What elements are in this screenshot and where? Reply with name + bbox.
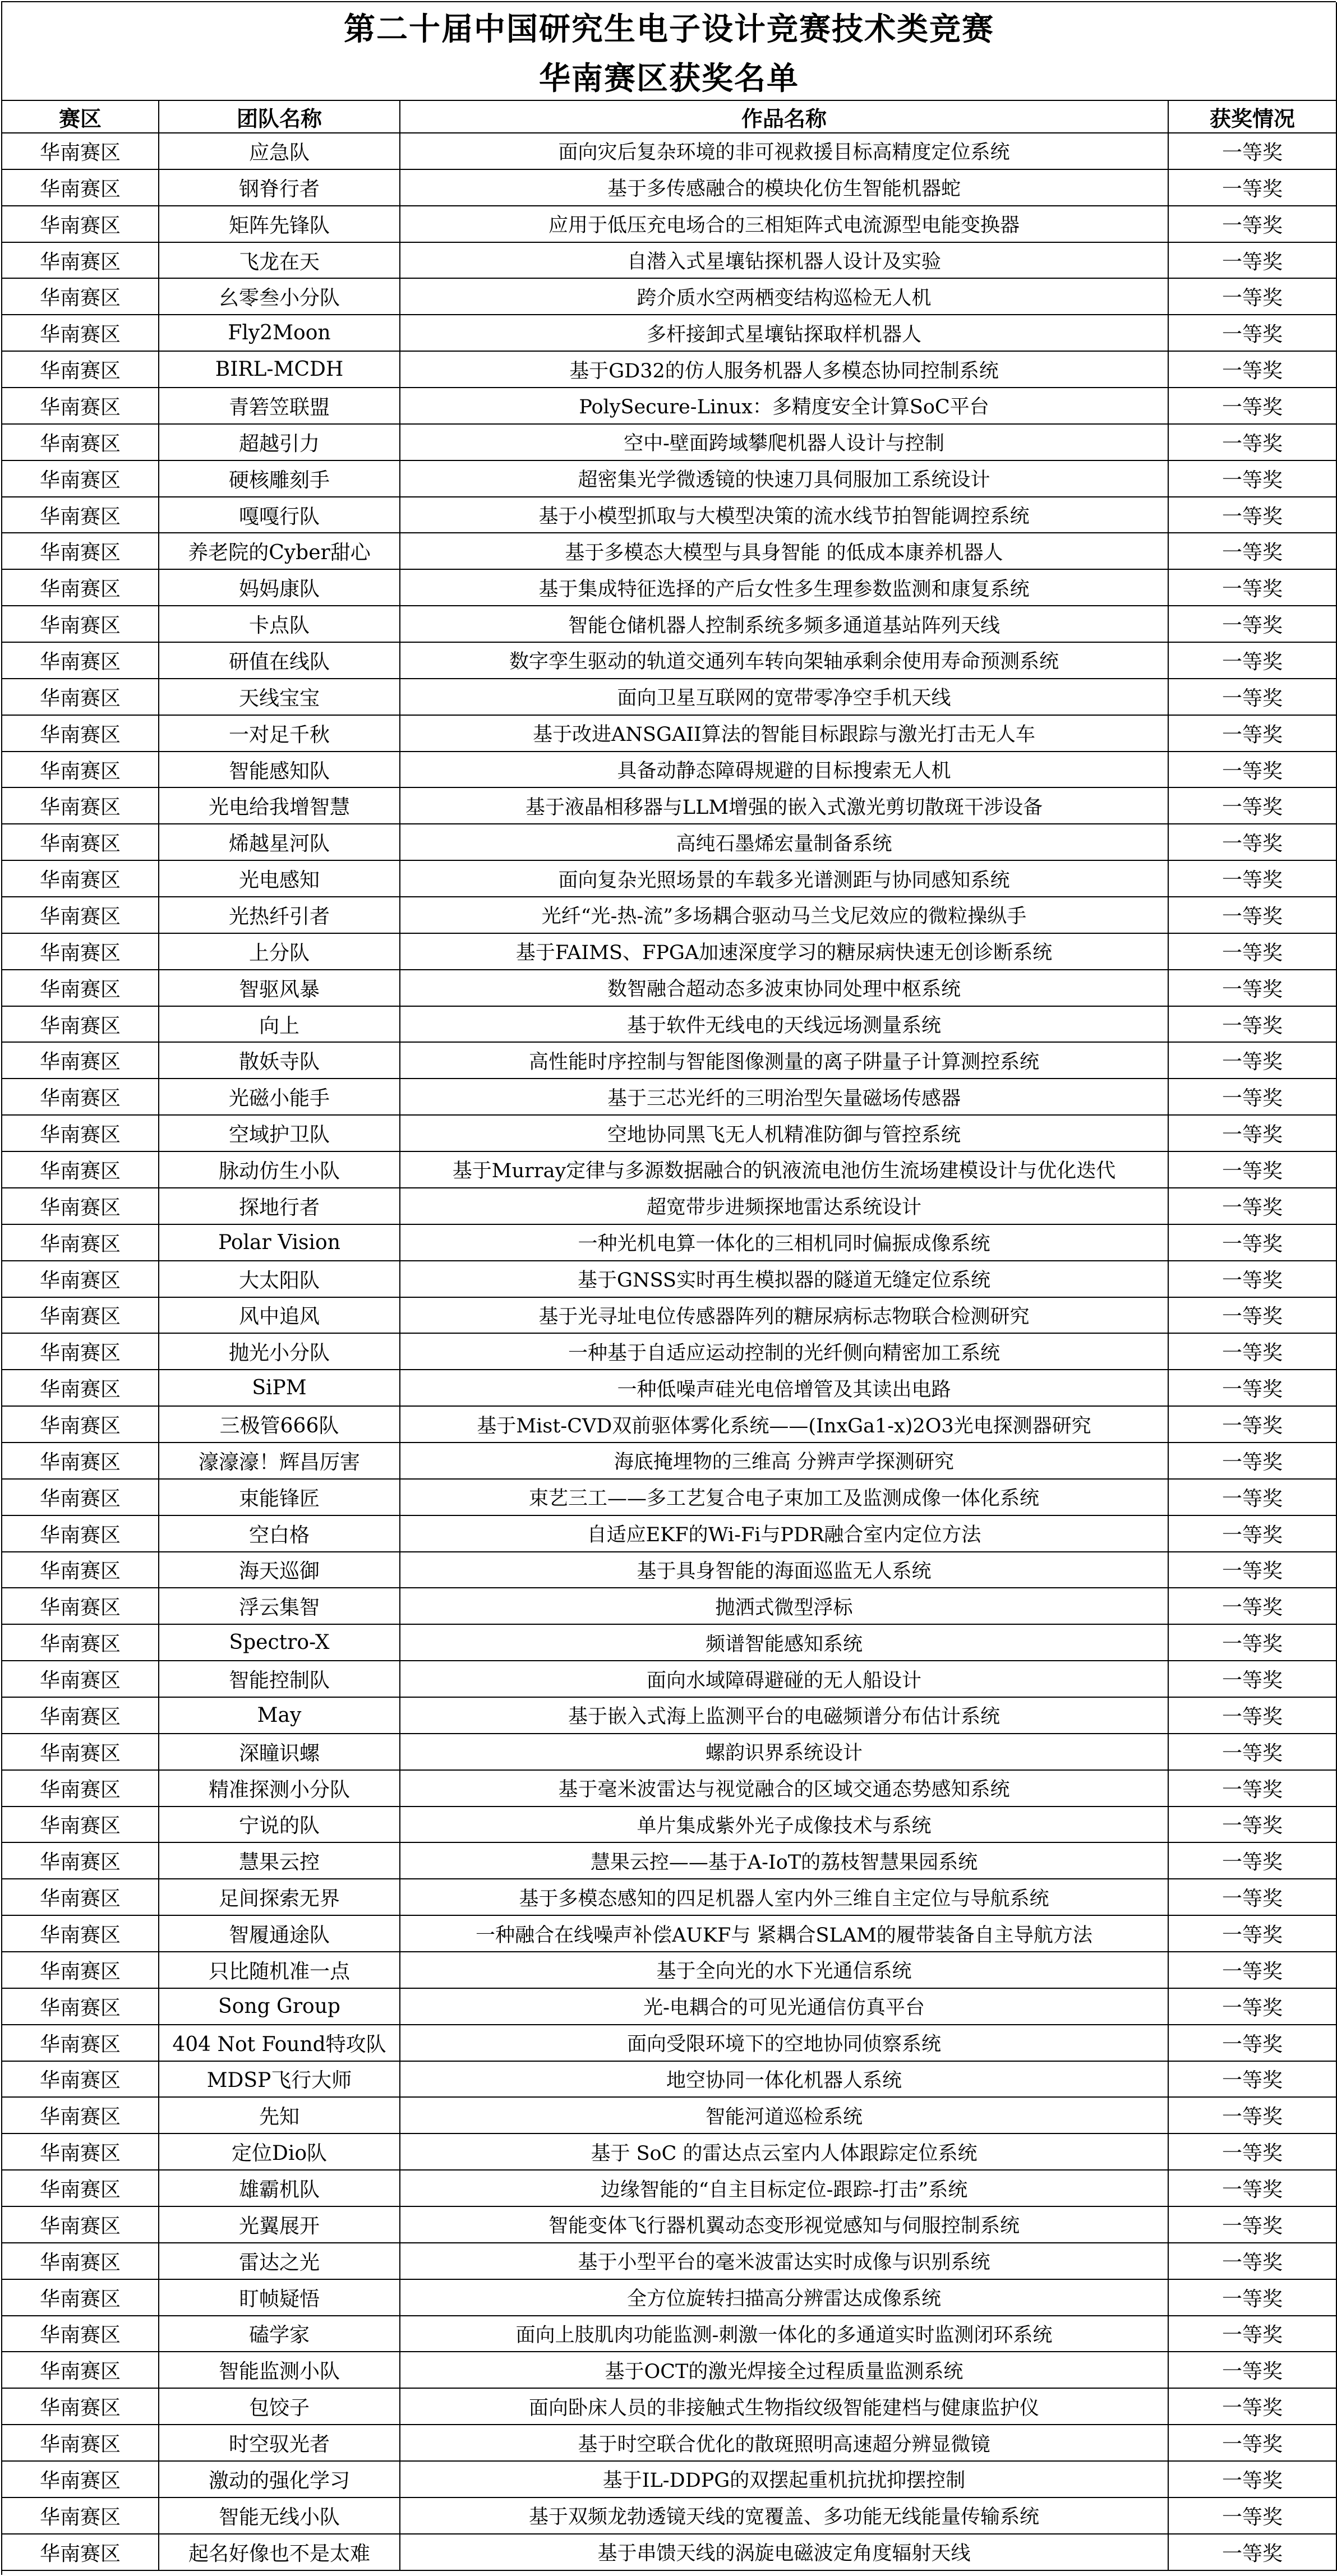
- work-title-cell: 空地协同黑飞无人机精准防御与管控系统: [400, 1116, 1169, 1152]
- award-cell: 一等奖: [1169, 752, 1337, 789]
- team-name-cell: 抛光小分队: [159, 1334, 400, 1370]
- team-name-cell: 光电感知: [159, 861, 400, 897]
- region-cell: 华南赛区: [2, 1225, 159, 1261]
- region-cell: 华南赛区: [2, 788, 159, 824]
- work-title-cell: 面向卧床人员的非接触式生物指纹级智能建档与健康监护仪: [400, 2389, 1169, 2425]
- work-title-cell: 数智融合超动态多波束协同处理中枢系统: [400, 970, 1169, 1007]
- work-title-cell: 高纯石墨烯宏量制备系统: [400, 824, 1169, 861]
- region-cell: 华南赛区: [2, 2243, 159, 2280]
- work-title-cell: 全方位旋转扫描高分辨雷达成像系统: [400, 2280, 1169, 2316]
- region-cell: 华南赛区: [2, 2316, 159, 2353]
- award-cell: 一等奖: [1169, 497, 1337, 534]
- award-cell: 一等奖: [1169, 2425, 1337, 2462]
- work-title-cell: 基于多传感融合的模块化仿生智能机器蛇: [400, 170, 1169, 206]
- region-cell: 华南赛区: [2, 1588, 159, 1625]
- page-title: 第二十届中国研究生电子设计竞赛技术类竞赛: [2, 2, 1337, 52]
- work-title-cell: 一种融合在线噪声补偿AUKF与 紧耦合SLAM的履带装备自主导航方法: [400, 1916, 1169, 1952]
- work-title-cell: 螺韵识界系统设计: [400, 1734, 1169, 1771]
- region-cell: 华南赛区: [2, 1298, 159, 1334]
- award-cell: 一等奖: [1169, 170, 1337, 206]
- work-title-cell: 跨介质水空两栖变结构巡检无人机: [400, 279, 1169, 315]
- team-name-cell: 束能锋匠: [159, 1480, 400, 1516]
- region-cell: 华南赛区: [2, 2025, 159, 2062]
- team-name-cell: 幺零叁小分队: [159, 279, 400, 315]
- team-name-cell: 硬核雕刻手: [159, 461, 400, 497]
- award-cell: 一等奖: [1169, 1698, 1337, 1734]
- region-cell: 华南赛区: [2, 1480, 159, 1516]
- team-name-cell: 探地行者: [159, 1188, 400, 1225]
- team-name-cell: 时空驭光者: [159, 2425, 400, 2462]
- region-cell: 华南赛区: [2, 1989, 159, 2025]
- region-cell: 华南赛区: [2, 425, 159, 461]
- region-cell: 华南赛区: [2, 1771, 159, 1807]
- award-table: [1, 1, 1336, 2575]
- team-name-cell: 光磁小能手: [159, 1079, 400, 1116]
- work-title-cell: 面向上肢肌肉功能监测-刺激一体化的多通道实时监测闭环系统: [400, 2316, 1169, 2353]
- award-cell: 一等奖: [1169, 1298, 1337, 1334]
- award-cell: 一等奖: [1169, 425, 1337, 461]
- team-name-cell: Spectro-X: [159, 1625, 400, 1661]
- award-cell: 一等奖: [1169, 1588, 1337, 1625]
- team-name-cell: 研值在线队: [159, 643, 400, 679]
- work-title-cell: 一种光机电算一体化的三相机同时偏振成像系统: [400, 1225, 1169, 1261]
- team-name-cell: 智履通途队: [159, 1916, 400, 1952]
- region-cell: 华南赛区: [2, 861, 159, 897]
- team-name-cell: 包饺子: [159, 2389, 400, 2425]
- work-title-cell: 空中-壁面跨域攀爬机器人设计与控制: [400, 425, 1169, 461]
- work-title-cell: 基于GD32的仿人服务机器人多模态协同控制系统: [400, 352, 1169, 388]
- team-name-cell: 浮云集智: [159, 1588, 400, 1625]
- team-name-cell: 定位Dio队: [159, 2134, 400, 2171]
- work-title-cell: 面向水域障碍避碰的无人船设计: [400, 1661, 1169, 1698]
- column-header-work: 作品名称: [400, 101, 1169, 133]
- region-cell: 华南赛区: [2, 243, 159, 279]
- team-name-cell: 404 Not Found特攻队: [159, 2025, 400, 2062]
- work-title-cell: 自潜入式星壤钻探机器人设计及实验: [400, 243, 1169, 279]
- team-name-cell: 光热纤引者: [159, 897, 400, 934]
- work-title-cell: 单片集成紫外光子成像技术与系统: [400, 1807, 1169, 1844]
- award-cell: 一等奖: [1169, 315, 1337, 352]
- work-title-cell: 边缘智能的“自主目标定位-跟踪-打击”系统: [400, 2171, 1169, 2207]
- award-cell: 一等奖: [1169, 279, 1337, 315]
- work-title-cell: 基于集成特征选择的产后女性多生理参数监测和康复系统: [400, 570, 1169, 606]
- region-cell: 华南赛区: [2, 1116, 159, 1152]
- region-cell: 华南赛区: [2, 461, 159, 497]
- award-cell: 一等奖: [1169, 1043, 1337, 1079]
- work-title-cell: 一种低噪声硅光电倍增管及其读出电路: [400, 1370, 1169, 1407]
- team-name-cell: 盯帧疑悟: [159, 2280, 400, 2316]
- award-cell: 一等奖: [1169, 1843, 1337, 1879]
- award-cell: 一等奖: [1169, 461, 1337, 497]
- award-cell: 一等奖: [1169, 679, 1337, 716]
- work-title-cell: 基于 SoC 的雷达点云室内人体跟踪定位系统: [400, 2134, 1169, 2171]
- team-name-cell: 足间探索无界: [159, 1879, 400, 1916]
- region-cell: 华南赛区: [2, 133, 159, 170]
- award-cell: 一等奖: [1169, 1989, 1337, 2025]
- region-cell: 华南赛区: [2, 1843, 159, 1879]
- award-cell: 一等奖: [1169, 643, 1337, 679]
- team-name-cell: 应急队: [159, 133, 400, 170]
- work-title-cell: 基于具身智能的海面巡监无人系统: [400, 1552, 1169, 1589]
- award-cell: 一等奖: [1169, 2207, 1337, 2243]
- work-title-cell: 多杆接卸式星壤钻探取样机器人: [400, 315, 1169, 352]
- team-name-cell: 矩阵先锋队: [159, 206, 400, 243]
- team-name-cell: Polar Vision: [159, 1225, 400, 1261]
- team-name-cell: SiPM: [159, 1370, 400, 1407]
- column-header-award: 获奖情况: [1169, 101, 1337, 133]
- team-name-cell: 卡点队: [159, 606, 400, 643]
- award-cell: 一等奖: [1169, 243, 1337, 279]
- team-name-cell: 深瞳识螺: [159, 1734, 400, 1771]
- region-cell: 华南赛区: [2, 934, 159, 970]
- team-name-cell: MDSP飞行大师: [159, 2062, 400, 2098]
- award-cell: 一等奖: [1169, 897, 1337, 934]
- work-title-cell: 自适应EKF的Wi-Fi与PDR融合室内定位方法: [400, 1516, 1169, 1552]
- region-cell: 华南赛区: [2, 2134, 159, 2171]
- region-cell: 华南赛区: [2, 1552, 159, 1589]
- work-title-cell: 基于全向光的水下光通信系统: [400, 1952, 1169, 1989]
- region-cell: 华南赛区: [2, 1007, 159, 1043]
- team-name-cell: 上分队: [159, 934, 400, 970]
- work-title-cell: 基于OCT的激光焊接全过程质量监测系统: [400, 2352, 1169, 2389]
- region-cell: 华南赛区: [2, 1443, 159, 1480]
- work-title-cell: 基于三芯光纤的三明治型矢量磁场传感器: [400, 1079, 1169, 1116]
- team-name-cell: Fly2Moon: [159, 315, 400, 352]
- award-cell: 一等奖: [1169, 861, 1337, 897]
- team-name-cell: 一对足千秋: [159, 716, 400, 752]
- award-cell: 一等奖: [1169, 2171, 1337, 2207]
- award-cell: 一等奖: [1169, 1152, 1337, 1188]
- region-cell: 华南赛区: [2, 716, 159, 752]
- region-cell: 华南赛区: [2, 2171, 159, 2207]
- team-name-cell: 脉动仿生小队: [159, 1152, 400, 1188]
- team-name-cell: 养老院的Cyber甜心: [159, 533, 400, 570]
- region-cell: 华南赛区: [2, 970, 159, 1007]
- work-title-cell: 束艺三工——多工艺复合电子束加工及监测成像一体化系统: [400, 1480, 1169, 1516]
- work-title-cell: 基于小模型抓取与大模型决策的流水线节拍智能调控系统: [400, 497, 1169, 534]
- region-cell: 华南赛区: [2, 643, 159, 679]
- team-name-cell: 磕学家: [159, 2316, 400, 2353]
- work-title-cell: 基于软件无线电的天线远场测量系统: [400, 1007, 1169, 1043]
- award-cell: 一等奖: [1169, 1334, 1337, 1370]
- award-cell: 一等奖: [1169, 1370, 1337, 1407]
- team-name-cell: 濠濠濠！辉昌厉害: [159, 1443, 400, 1480]
- region-cell: 华南赛区: [2, 1079, 159, 1116]
- work-title-cell: 数字孪生驱动的轨道交通列车转向架轴承剩余使用寿命预测系统: [400, 643, 1169, 679]
- award-cell: 一等奖: [1169, 788, 1337, 824]
- award-cell: 一等奖: [1169, 1079, 1337, 1116]
- award-cell: 一等奖: [1169, 2098, 1337, 2134]
- work-title-cell: 基于光寻址电位传感器阵列的糖尿病标志物联合检测研究: [400, 1298, 1169, 1334]
- award-cell: 一等奖: [1169, 1552, 1337, 1589]
- work-title-cell: 具备动静态障碍规避的目标搜索无人机: [400, 752, 1169, 789]
- region-cell: 华南赛区: [2, 497, 159, 534]
- region-cell: 华南赛区: [2, 1952, 159, 1989]
- region-cell: 华南赛区: [2, 2425, 159, 2462]
- team-name-cell: 飞龙在天: [159, 243, 400, 279]
- region-cell: 华南赛区: [2, 570, 159, 606]
- work-title-cell: 基于串馈天线的涡旋电磁波定角度辐射天线: [400, 2534, 1169, 2571]
- region-cell: 华南赛区: [2, 388, 159, 425]
- region-cell: 华南赛区: [2, 206, 159, 243]
- work-title-cell: 一种基于自适应运动控制的光纤侧向精密加工系统: [400, 1334, 1169, 1370]
- award-cell: 一等奖: [1169, 824, 1337, 861]
- work-title-cell: 基于液晶相移器与LLM增强的嵌入式激光剪切散斑干涉设备: [400, 788, 1169, 824]
- work-title-cell: 光纤“光-热-流”多场耦合驱动马兰戈尼效应的微粒操纵手: [400, 897, 1169, 934]
- work-title-cell: 基于多模态大模型与具身智能 的低成本康养机器人: [400, 533, 1169, 570]
- award-cell: 一等奖: [1169, 1188, 1337, 1225]
- work-title-cell: 智能仓储机器人控制系统多频多通道基站阵列天线: [400, 606, 1169, 643]
- team-name-cell: 智能监测小队: [159, 2352, 400, 2389]
- region-cell: 华南赛区: [2, 1334, 159, 1370]
- award-cell: 一等奖: [1169, 606, 1337, 643]
- work-title-cell: 基于Mist-CVD双前驱体雾化系统——(InxGa1-x)2O3光电探测器研究: [400, 1407, 1169, 1443]
- award-cell: 一等奖: [1169, 2534, 1337, 2571]
- award-cell: 一等奖: [1169, 133, 1337, 170]
- work-title-cell: 基于改进ANSGAII算法的智能目标跟踪与激光打击无人车: [400, 716, 1169, 752]
- region-cell: 华南赛区: [2, 1698, 159, 1734]
- award-cell: 一等奖: [1169, 1734, 1337, 1771]
- work-title-cell: 高性能时序控制与智能图像测量的离子阱量子计算测控系统: [400, 1043, 1169, 1079]
- award-cell: 一等奖: [1169, 1625, 1337, 1661]
- region-cell: 华南赛区: [2, 2207, 159, 2243]
- region-cell: 华南赛区: [2, 1407, 159, 1443]
- region-cell: 华南赛区: [2, 2098, 159, 2134]
- work-title-cell: 基于双频龙勃透镜天线的宽覆盖、多功能无线能量传输系统: [400, 2498, 1169, 2534]
- award-cell: 一等奖: [1169, 2025, 1337, 2062]
- work-title-cell: 超密集光学微透镜的快速刀具伺服加工系统设计: [400, 461, 1169, 497]
- region-cell: 华南赛区: [2, 679, 159, 716]
- team-name-cell: 雷达之光: [159, 2243, 400, 2280]
- work-title-cell: 基于嵌入式海上监测平台的电磁频谱分布估计系统: [400, 1698, 1169, 1734]
- team-name-cell: 起名好像也不是太难: [159, 2534, 400, 2571]
- team-name-cell: 光翼展开: [159, 2207, 400, 2243]
- team-name-cell: 智能控制队: [159, 1661, 400, 1698]
- region-cell: 华南赛区: [2, 1152, 159, 1188]
- work-title-cell: 面向灾后复杂环境的非可视救援目标高精度定位系统: [400, 133, 1169, 170]
- region-cell: 华南赛区: [2, 2280, 159, 2316]
- award-cell: 一等奖: [1169, 2498, 1337, 2534]
- region-cell: 华南赛区: [2, 824, 159, 861]
- award-cell: 一等奖: [1169, 934, 1337, 970]
- team-name-cell: 智驱风暴: [159, 970, 400, 1007]
- award-cell: 一等奖: [1169, 2280, 1337, 2316]
- team-name-cell: 宁说的队: [159, 1807, 400, 1844]
- team-name-cell: 空域护卫队: [159, 1116, 400, 1152]
- award-cell: 一等奖: [1169, 2062, 1337, 2098]
- region-cell: 华南赛区: [2, 1625, 159, 1661]
- team-name-cell: 精准探测小分队: [159, 1771, 400, 1807]
- team-name-cell: 向上: [159, 1007, 400, 1043]
- award-cell: 一等奖: [1169, 1116, 1337, 1152]
- region-cell: 华南赛区: [2, 1661, 159, 1698]
- region-cell: 华南赛区: [2, 1043, 159, 1079]
- award-cell: 一等奖: [1169, 388, 1337, 425]
- work-title-cell: 基于GNSS实时再生模拟器的隧道无缝定位系统: [400, 1261, 1169, 1298]
- region-cell: 华南赛区: [2, 2534, 159, 2571]
- region-cell: 华南赛区: [2, 533, 159, 570]
- award-cell: 一等奖: [1169, 1407, 1337, 1443]
- award-cell: 一等奖: [1169, 1007, 1337, 1043]
- award-cell: 一等奖: [1169, 1771, 1337, 1807]
- work-title-cell: 基于IL-DDPG的双摆起重机抗扰抑摆控制: [400, 2462, 1169, 2498]
- region-cell: 华南赛区: [2, 1188, 159, 1225]
- region-cell: 华南赛区: [2, 315, 159, 352]
- award-cell: 一等奖: [1169, 2389, 1337, 2425]
- work-title-cell: 基于多模态感知的四足机器人室内外三维自主定位与导航系统: [400, 1879, 1169, 1916]
- award-cell: 一等奖: [1169, 2462, 1337, 2498]
- team-name-cell: 风中追风: [159, 1298, 400, 1334]
- award-cell: 一等奖: [1169, 570, 1337, 606]
- award-cell: 一等奖: [1169, 2243, 1337, 2280]
- award-cell: 一等奖: [1169, 1661, 1337, 1698]
- team-name-cell: 雄霸机队: [159, 2171, 400, 2207]
- column-header-team: 团队名称: [159, 101, 400, 133]
- work-title-cell: 基于时空联合优化的散斑照明高速超分辨显微镜: [400, 2425, 1169, 2462]
- team-name-cell: BIRL-MCDH: [159, 352, 400, 388]
- team-name-cell: 超越引力: [159, 425, 400, 461]
- team-name-cell: 光电给我增智慧: [159, 788, 400, 824]
- team-name-cell: 智能无线小队: [159, 2498, 400, 2534]
- region-cell: 华南赛区: [2, 279, 159, 315]
- team-name-cell: 妈妈康队: [159, 570, 400, 606]
- team-name-cell: 钢脊行者: [159, 170, 400, 206]
- work-title-cell: 基于毫米波雷达与视觉融合的区域交通态势感知系统: [400, 1771, 1169, 1807]
- work-title-cell: 智能变体飞行器机翼动态变形视觉感知与伺服控制系统: [400, 2207, 1169, 2243]
- work-title-cell: 地空协同一体化机器人系统: [400, 2062, 1169, 2098]
- team-name-cell: 嘎嘎行队: [159, 497, 400, 534]
- region-cell: 华南赛区: [2, 2062, 159, 2098]
- work-title-cell: 超宽带步进频探地雷达系统设计: [400, 1188, 1169, 1225]
- team-name-cell: 烯越星河队: [159, 824, 400, 861]
- region-cell: 华南赛区: [2, 1807, 159, 1844]
- award-cell: 一等奖: [1169, 533, 1337, 570]
- award-cell: 一等奖: [1169, 2352, 1337, 2389]
- column-header-region: 赛区: [2, 101, 159, 133]
- page-subtitle: 华南赛区获奖名单: [2, 52, 1337, 101]
- award-cell: 一等奖: [1169, 352, 1337, 388]
- team-name-cell: 散妖寺队: [159, 1043, 400, 1079]
- team-name-cell: 天线宝宝: [159, 679, 400, 716]
- team-name-cell: 只比随机准一点: [159, 1952, 400, 1989]
- award-cell: 一等奖: [1169, 1480, 1337, 1516]
- team-name-cell: 激动的强化学习: [159, 2462, 400, 2498]
- region-cell: 华南赛区: [2, 752, 159, 789]
- award-cell: 一等奖: [1169, 1879, 1337, 1916]
- award-cell: 一等奖: [1169, 206, 1337, 243]
- award-cell: 一等奖: [1169, 970, 1337, 1007]
- region-cell: 华南赛区: [2, 2498, 159, 2534]
- work-title-cell: 抛洒式微型浮标: [400, 1588, 1169, 1625]
- region-cell: 华南赛区: [2, 1370, 159, 1407]
- work-title-cell: 基于小型平台的毫米波雷达实时成像与识别系统: [400, 2243, 1169, 2280]
- work-title-cell: PolySecure-Linux：多精度安全计算SoC平台: [400, 388, 1169, 425]
- work-title-cell: 光-电耦合的可见光通信仿真平台: [400, 1989, 1169, 2025]
- award-cell: 一等奖: [1169, 1261, 1337, 1298]
- region-cell: 华南赛区: [2, 352, 159, 388]
- region-cell: 华南赛区: [2, 2352, 159, 2389]
- team-name-cell: 智能感知队: [159, 752, 400, 789]
- work-title-cell: 智能河道巡检系统: [400, 2098, 1169, 2134]
- award-cell: 一等奖: [1169, 1952, 1337, 1989]
- team-name-cell: 慧果云控: [159, 1843, 400, 1879]
- region-cell: 华南赛区: [2, 1516, 159, 1552]
- award-cell: 一等奖: [1169, 1916, 1337, 1952]
- award-cell: 一等奖: [1169, 1225, 1337, 1261]
- region-cell: 华南赛区: [2, 606, 159, 643]
- work-title-cell: 面向受限环境下的空地协同侦察系统: [400, 2025, 1169, 2062]
- region-cell: 华南赛区: [2, 2389, 159, 2425]
- work-title-cell: 面向卫星互联网的宽带零净空手机天线: [400, 679, 1169, 716]
- region-cell: 华南赛区: [2, 1734, 159, 1771]
- team-name-cell: 大太阳队: [159, 1261, 400, 1298]
- work-title-cell: 基于Murray定律与多源数据融合的钒液流电池仿生流场建模设计与优化迭代: [400, 1152, 1169, 1188]
- award-cell: 一等奖: [1169, 716, 1337, 752]
- award-cell: 一等奖: [1169, 1516, 1337, 1552]
- work-title-cell: 频谱智能感知系统: [400, 1625, 1169, 1661]
- award-cell: 一等奖: [1169, 2134, 1337, 2171]
- region-cell: 华南赛区: [2, 2462, 159, 2498]
- region-cell: 华南赛区: [2, 170, 159, 206]
- team-name-cell: Song Group: [159, 1989, 400, 2025]
- work-title-cell: 慧果云控——基于A-IoT的荔枝智慧果园系统: [400, 1843, 1169, 1879]
- award-cell: 一等奖: [1169, 1443, 1337, 1480]
- region-cell: 华南赛区: [2, 1261, 159, 1298]
- award-cell: 一等奖: [1169, 1807, 1337, 1844]
- team-name-cell: 先知: [159, 2098, 400, 2134]
- region-cell: 华南赛区: [2, 1879, 159, 1916]
- work-title-cell: 应用于低压充电场合的三相矩阵式电流源型电能变换器: [400, 206, 1169, 243]
- team-name-cell: May: [159, 1698, 400, 1734]
- work-title-cell: 面向复杂光照场景的车载多光谱测距与协同感知系统: [400, 861, 1169, 897]
- region-cell: 华南赛区: [2, 897, 159, 934]
- award-cell: 一等奖: [1169, 2316, 1337, 2353]
- region-cell: 华南赛区: [2, 1916, 159, 1952]
- team-name-cell: 三极管666队: [159, 1407, 400, 1443]
- work-title-cell: 基于FAIMS、FPGA加速深度学习的糖尿病快速无创诊断系统: [400, 934, 1169, 970]
- team-name-cell: 青箬笠联盟: [159, 388, 400, 425]
- team-name-cell: 海天巡御: [159, 1552, 400, 1589]
- work-title-cell: 海底掩埋物的三维高 分辨声学探测研究: [400, 1443, 1169, 1480]
- team-name-cell: 空白格: [159, 1516, 400, 1552]
